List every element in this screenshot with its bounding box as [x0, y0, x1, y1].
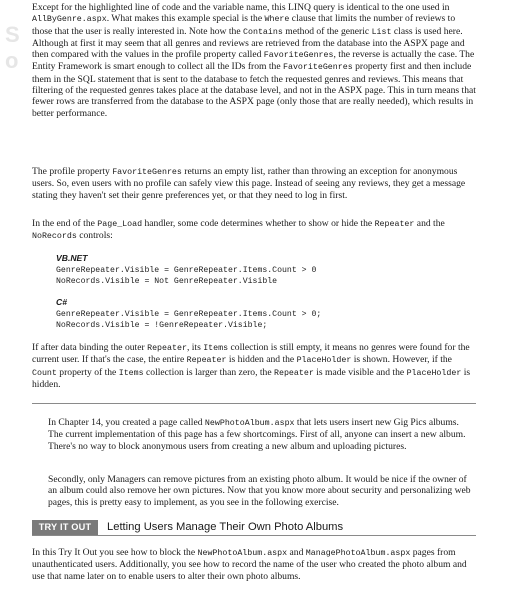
cs-code-line: GenreRepeater.Visible = GenreRepeater.Items.Count > 0; — [56, 310, 322, 319]
try-it-out-badge: TRY IT OUT — [32, 520, 98, 535]
try-it-out-intro-paragraph: In this Try It Out you see how to block the NewPhotoAlbum.aspx and ManagePhotoAlbum.aspx pages from unauthenticated users. Additionally, you see how to record the name of the user who created the photo album and use that name later on to enable users to alter their own photo albums. — [32, 547, 467, 582]
chapter-14-paragraph: In Chapter 14, you created a page called NewPhotoAlbum.aspx that lets users insert new Gig Pics albums. The current implementation of this page has a few shortcomings. First of all, anyone can insert a new album. There's no way to block anonymous users from creating a new album and uploading pictures. — [48, 417, 466, 452]
cs-code-line: NoRecords.Visible = !GenreRepeater.Visible; — [56, 321, 268, 330]
vb-code-line: NoRecords.Visible = Not GenreRepeater.Visible — [56, 277, 278, 286]
vb-code-title: VB.NET — [56, 253, 88, 263]
svg-text:S: S — [5, 22, 20, 47]
intro-paragraph: Except for the highlighted line of code and the variable name, this LINQ query is identical to the one used in AllByGenre.aspx. What makes this example special is the Where clause that limits the number of reviews to those that the user is really interested in. Note how the Contains method of the generic List class is used here. Although at first it may seem that all genres and reviews are retrieved from the database into the ASPX page and then compared with the values in the profile property called FavoriteGenres, the reverse is actually the case. The Entity Framework is smart enough to collect all the IDs from the FavoriteGenres property first and then include them in the SQL statement that is sent to the database to fetch the requested genres and reviews. This means that filtering of the requested genres takes place at the database level, and not in the ASPX page. This in turn means that fewer rows are transferred from the database to the ASPX page (only those that are really needed), which results in better performance. — [32, 2, 476, 119]
page-load-paragraph: In the end of the Page_Load handler, some code determines whether to show or hide the Repeater and the NoRecords controls: — [32, 218, 445, 242]
try-it-out-rule — [32, 535, 476, 536]
repeater-explanation-paragraph: If after data binding the outer Repeater, its Items collection is still empty, it means no genres were found for the current user. If that's the case, the entire Repeater is hidden and the PlaceHolder is shown. However, if the Count property of the Items collection is larger than zero, the Repeater is made visible and the PlaceHolder is hidden. — [32, 342, 471, 390]
section-divider — [32, 403, 476, 404]
vb-code-line: GenreRepeater.Visible = GenreRepeater.Items.Count > 0 — [56, 266, 317, 275]
cs-code-title: C# — [56, 297, 67, 307]
anonymous-users-paragraph: The profile property FavoriteGenres returns an empty list, rather than throwing an exception for anonymous users. So, even users with no profile can safely view this page. Instead of seeing any reviews, they get a message stating they haven't set their genre preferences yet, or that they need to log in first. — [32, 166, 466, 201]
watermark-logo — [2, 18, 30, 78]
svg-text:o: o — [5, 48, 19, 73]
try-it-out-title: Letting Users Manage Their Own Photo Albums — [107, 521, 344, 533]
managers-paragraph: Secondly, only Managers can remove pictures from an existing photo album. It would be nice if the owner of an album could also remove her own pictures. Now that you know more about security and personalizing web pages, this is pretty easy to implement, as you see in the following exercise. — [48, 474, 471, 508]
